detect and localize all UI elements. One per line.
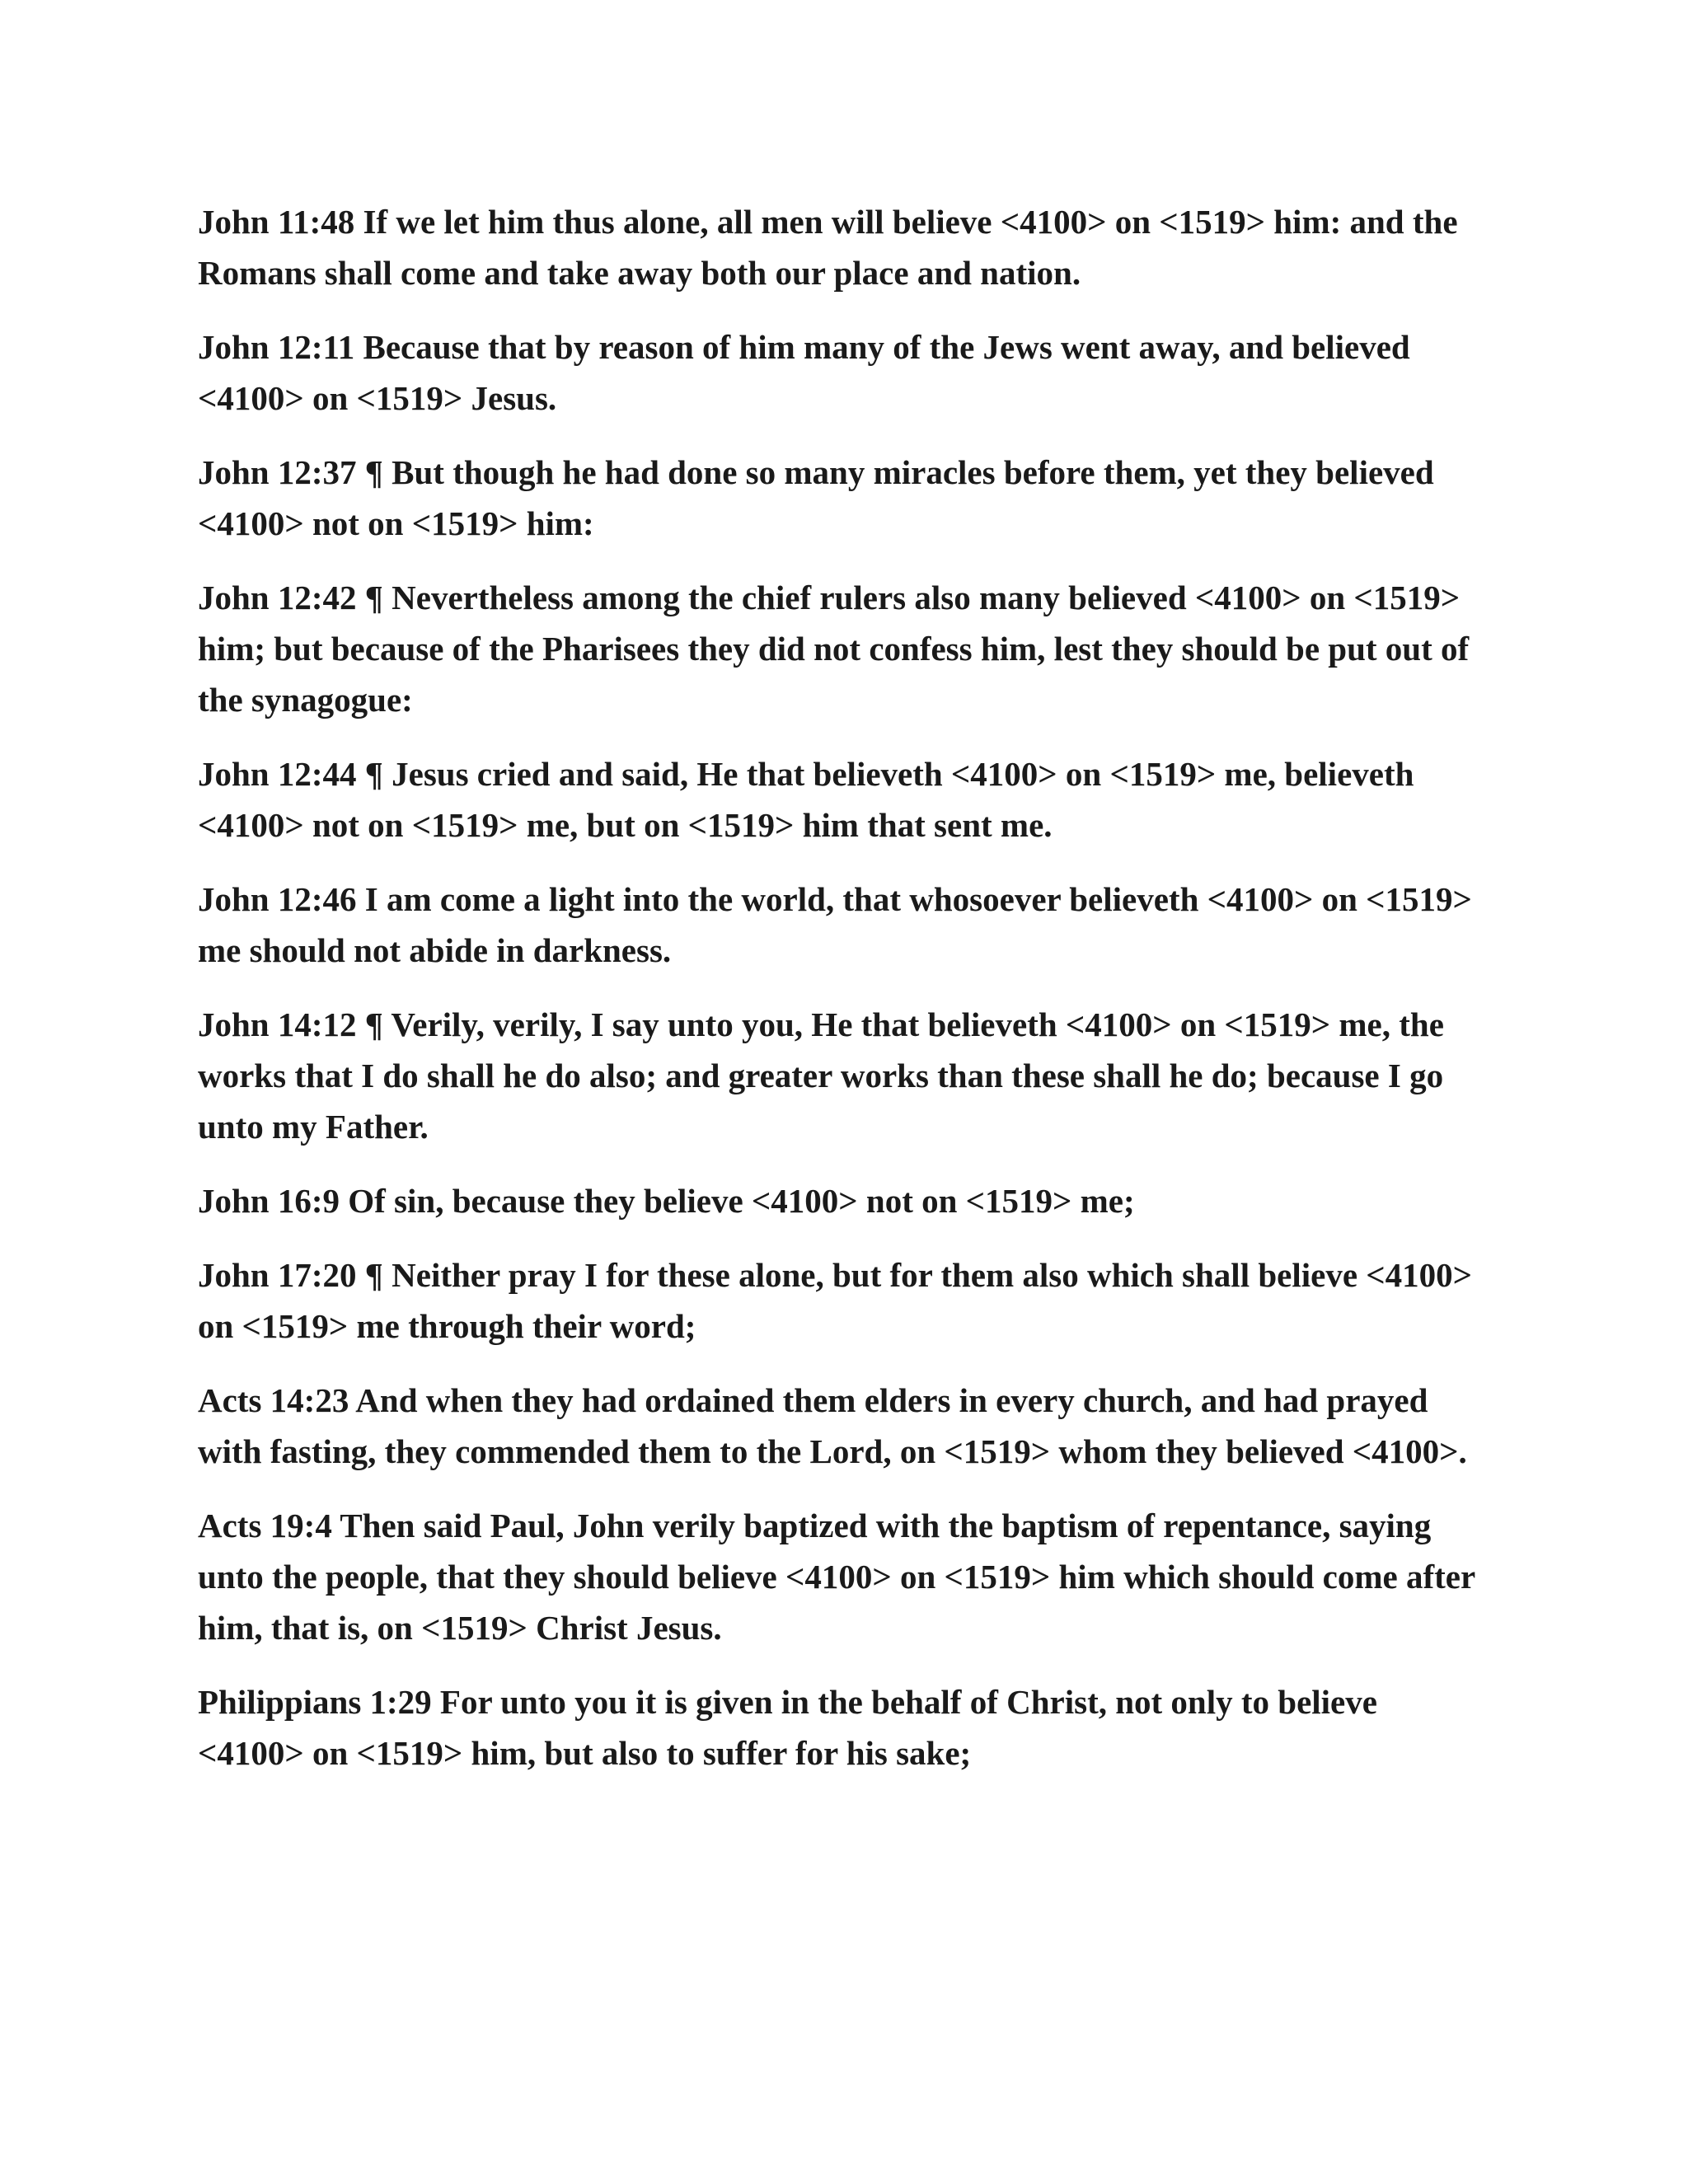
verse-john-14-12: John 14:12 ¶ Verily, verily, I say unto you, He that believeth <4100> on <1519> me, the works that I do shall he do also; and greater works than these shall he do; because I go unto my Father.	[198, 1005, 1444, 1146]
document-page	[198, 196, 1484, 1802]
verse-john-11-48: John 11:48 If we let him thus alone, all men will believe <4100> on <1519> him: and the Romans shall come and take away both our place and nation.	[198, 203, 1458, 292]
verse-john-12-11: John 12:11 Because that by reason of him many of the Jews went away, and believed <4100> on <1519> Jesus.	[198, 328, 1410, 417]
verse-acts-14-23: Acts 14:23 And when they had ordained them elders in every church, and had prayed with fasting, they commended them to the Lord, on <1519> whom they believed <4100>.	[198, 1381, 1467, 1470]
verse-philippians-1-29: Philippians 1:29 For unto you it is given in the behalf of Christ, not only to believe <4100> on <1519> him, but also to suffer for his sake;	[198, 1683, 1377, 1772]
verse-acts-19-4: Acts 19:4 Then said Paul, John verily baptized with the baptism of repentance, saying unto the people, that they should believe <4100> on <1519> him which should come after him, that is, on <1519> Christ Jesus.	[198, 1507, 1475, 1647]
verse-john-12-42: John 12:42 ¶ Nevertheless among the chief rulers also many believed <4100> on <1519> him; but because of the Pharisees they did not confess him, lest they should be put out of the synagogue:	[198, 579, 1470, 719]
verse-john-12-44: John 12:44 ¶ Jesus cried and said, He that believeth <4100> on <1519> me, believeth <4100> not on <1519> me, but on <1519> him that sent me.	[198, 755, 1414, 844]
verse-john-16-9: John 16:9 Of sin, because they believe <4100> not on <1519> me;	[198, 1182, 1135, 1220]
verse-john-17-20: John 17:20 ¶ Neither pray I for these alone, but for them also which shall believe <4100> on <1519> me through their word;	[198, 1256, 1472, 1345]
verse-john-12-37: John 12:37 ¶ But though he had done so many miracles before them, yet they believed <4100> not on <1519> him:	[198, 453, 1434, 542]
verse-john-12-46: John 12:46 I am come a light into the world, that whosoever believeth <4100> on <1519> me should not abide in darkness.	[198, 880, 1472, 969]
